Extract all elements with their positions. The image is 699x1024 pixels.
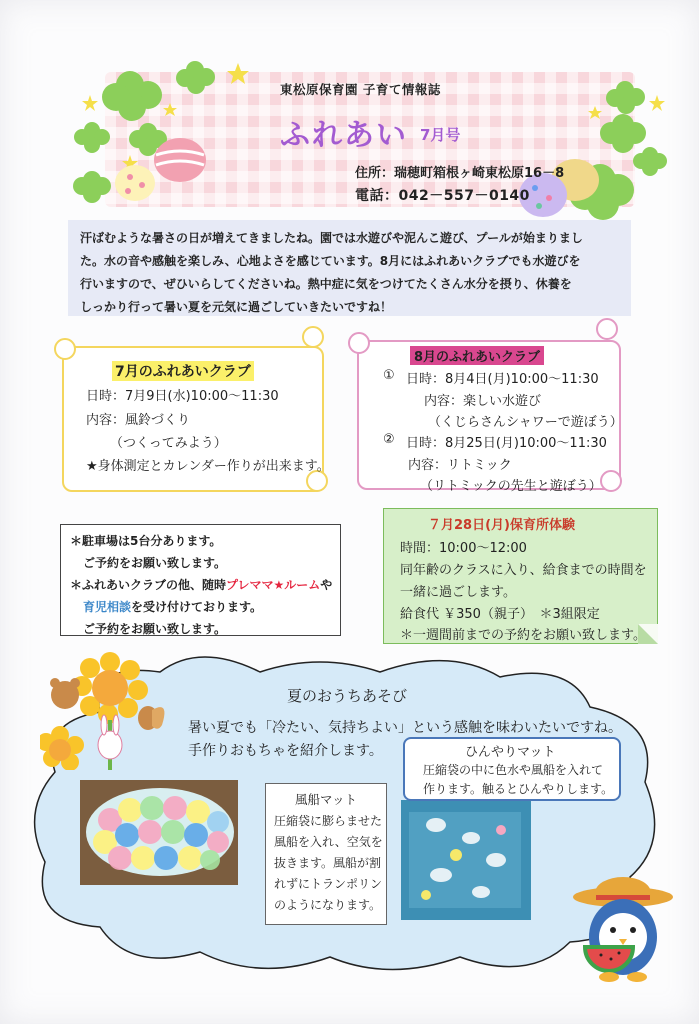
summer-intro-line: 手作りおもちゃを紹介します。 (188, 743, 383, 759)
intro-line: た。水の音や感触を楽しみ、心地よさを感じています。8月にはふれあいクラブでも水遊びを (80, 254, 581, 268)
july-club-title: 7月のふれあいクラブ (112, 361, 254, 381)
aug-item-sub: （リトミックの先生と遊ぼう） (420, 479, 602, 494)
sunflower-animals-illustration (40, 650, 170, 770)
intro-line: 行いますので、ぜひいらしてくださいね。熱中症に気をつけてたくさん水分を摂り、休養を (80, 277, 572, 291)
issue-month: 7月号 (420, 126, 461, 144)
cool-mat-line: 圧縮袋の中に色水や風船を入れて (423, 763, 604, 777)
childcare-consult-text: 育児相談 (83, 600, 132, 614)
cool-mat-box (403, 737, 621, 801)
notice-line: ＊駐車場は5台分あります。 (70, 534, 222, 548)
aug-item-number: ① (383, 368, 395, 383)
aug-club-title: 8月のふれあいクラブ (410, 346, 544, 365)
aug-item-date: 日時：8月4日(月)10:00～11:30 (406, 372, 599, 387)
cool-mat-line: 作ります。触るとひんやりします。 (423, 782, 614, 796)
july-club-line: （つくってみよう） (110, 436, 227, 451)
aug-item-number: ② (383, 432, 395, 447)
scroll-curl (600, 470, 622, 492)
summer-title: 夏のおうちあそび (287, 687, 408, 705)
intro-line: 汗ばむような暑さの日が増えてきましたね。園では水遊びや泥んこ遊び、プールが始まりまし (80, 231, 583, 245)
phone-number: 電話：042－557－0140 (355, 188, 530, 204)
penguin-watermelon-illustration (565, 875, 680, 985)
trial-line: 給食代 ￥350（親子） ＊3組限定 (400, 607, 600, 622)
balloon-mat-line: れずにトランポリン (274, 877, 383, 891)
trial-line: ＊一週間前までの予約をお願い致します。 (400, 628, 646, 643)
aug-item-content: 内容：リトミック (408, 458, 512, 473)
address: 住所：瑞穂町箱根ヶ崎東松原16－8 (355, 166, 565, 181)
trial-line: 一緒に過ごします。 (400, 585, 516, 600)
scroll-curl (596, 318, 618, 340)
intro-paragraph (68, 220, 631, 316)
aug-item-content: 内容：楽しい水遊び (424, 394, 542, 409)
scroll-curl (302, 326, 324, 348)
notice-text: や (320, 578, 333, 592)
notice-line (83, 598, 262, 615)
balloon-mat-line: 抜きます。風船が割 (274, 856, 382, 870)
cool-mat-title: ひんやりマット (465, 745, 556, 760)
intro-line: しっかり行って暑い夏を元気に過ごしていきたいですね！ (80, 300, 393, 314)
scroll-curl (348, 332, 370, 354)
header-org-name: 東松原保育園 子育て情報誌 (280, 82, 441, 97)
aug-item-sub: （くじらさんシャワーで遊ぼう） (428, 415, 623, 430)
july-club-line: 内容：風鈴づくり (86, 413, 191, 428)
cool-mat-photo (401, 800, 531, 920)
july-club-line: ★身体測定とカレンダー作りが出来ます。 (86, 459, 330, 474)
balloon-mat-line: 風船を入れ、空気を (274, 835, 383, 849)
balloon-mat-line: 圧縮袋に膨らませた (274, 814, 383, 828)
trial-title: ７月28日(月)保育所体験 (428, 518, 575, 533)
trial-line: 同年齢のクラスに入り、給食までの時間を (400, 563, 647, 578)
balloon-mat-title: 風船マット (294, 792, 357, 807)
notice-text: を受け付けております。 (131, 600, 263, 614)
balloon-mat-line: のようになります。 (274, 898, 382, 912)
scroll-curl (54, 338, 76, 360)
premama-room-text: プレママ★ルーム (226, 578, 321, 592)
newsletter-title: ふれあい (280, 118, 408, 153)
notice-line: ご予約をお願い致します。 (83, 622, 227, 636)
clover-decoration-right (515, 70, 690, 230)
notice-line: ご予約をお願い致します。 (83, 556, 227, 570)
balloon-mat-box (265, 783, 387, 925)
aug-item-date: 日時：8月25日(月)10:00～11:30 (406, 436, 607, 451)
notice-text: ＊ふれあいクラブの他、随時 (70, 578, 227, 592)
clover-decoration-left (70, 55, 250, 230)
notice-line (70, 576, 332, 593)
balloon-mat-photo (80, 780, 238, 885)
trial-line: 時間：10:00～12:00 (400, 541, 527, 556)
summer-intro-line: 暑い夏でも「冷たい、気持ちよい」という感触を味わいたいですね。 (188, 720, 622, 736)
july-club-line: 日時：7月9日(水)10:00～11:30 (86, 389, 279, 404)
